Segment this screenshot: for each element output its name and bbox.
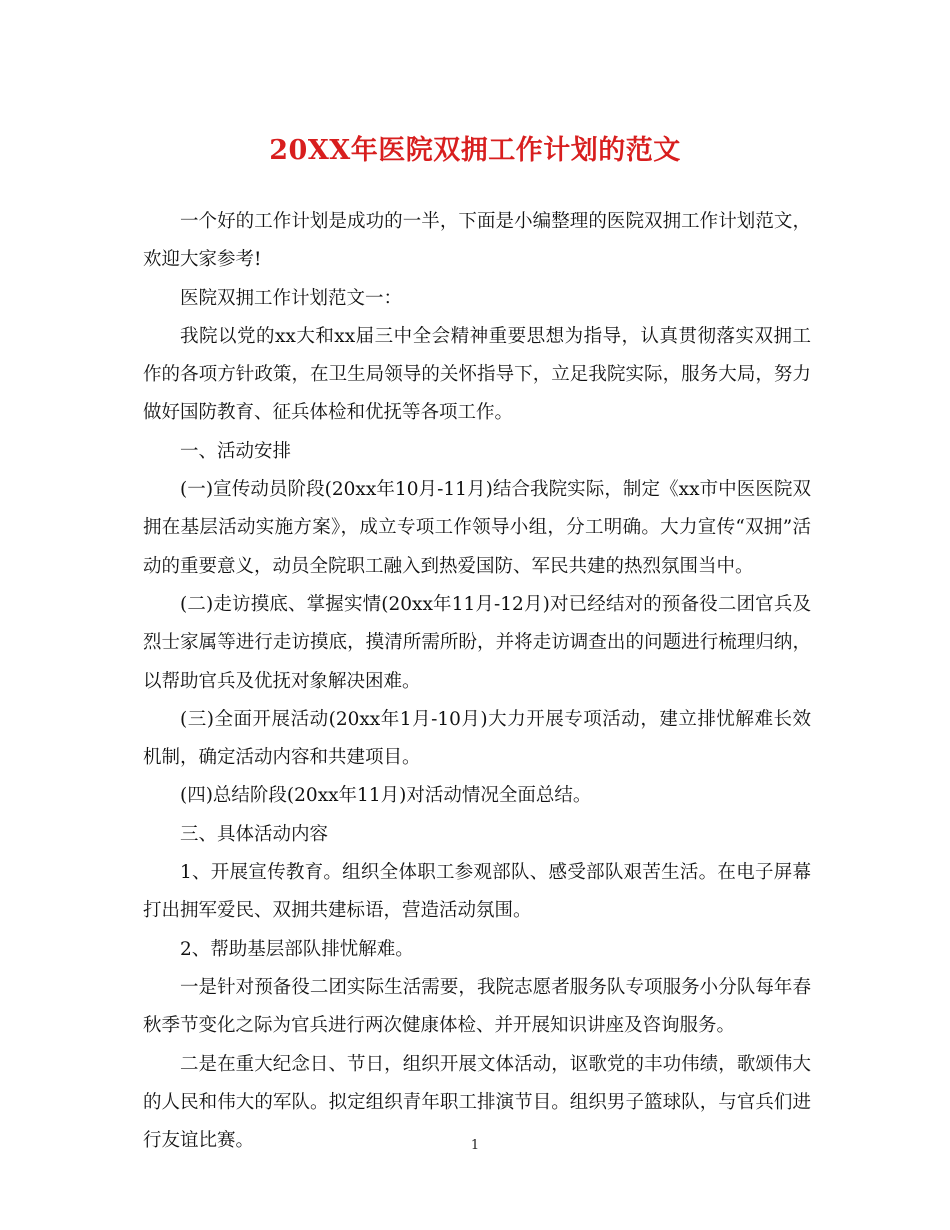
paragraph-intro: 一个好的工作计划是成功的一半，下面是小编整理的医院双拥工作计划范文，欢迎大家参考! [143, 211, 811, 271]
paragraph-item-1: 1、开展宣传教育。组织全体职工参观部队、感受部队艰苦生活。在电子屏幕打出拥军爱民、双拥共建标语，营造活动氛围。 [143, 862, 811, 922]
paragraph-stage-2: (二)走访摸底、掌握实情(20xx年11月-12月)对已经结对的预备役二团官兵及烈士家属等进行走访摸底，摸清所需所盼，并将走访调查出的问题进行梳理归纳，以帮助官兵及优抚对象解决困难。 [143, 593, 811, 692]
paragraph-stage-1: (一)宣传动员阶段(20xx年10月-11月)结合我院实际，制定《xx市中医医院双拥在基层活动实施方案》，成立专项工作领导小组，分工明确。大力宣传“双拥”活动的重要意义，动员全院职工融入到热爱国防、军民共建的热烈氛围当中。 [143, 479, 811, 577]
paragraph-item-2-first: 一是针对预备役二团实际生活需要，我院志愿者服务队专项服务小分队每年春秋季节变化之际为官兵进行两次健康体检、并开展知识讲座及咨询服务。 [143, 976, 811, 1037]
document-body [143, 203, 811, 1160]
paragraph-sample-heading: 医院双拥工作计划范文一： [180, 287, 403, 309]
section-heading-activity-arrangement: 一、活动安排 [180, 440, 292, 462]
paragraph-guiding-principle: 我院以党的xx大和xx届三中全会精神重要思想为指导，认真贯彻落实双拥工作的各项方针政策，在卫生局领导的关怀指导下，立足我院实际，服务大局，努力做好国防教育、征兵体检和优抚等各项工作。 [143, 325, 811, 424]
section-heading-activity-content: 三、具体活动内容 [180, 823, 329, 845]
paragraph-item-2-second: 二是在重大纪念日、节日，组织开展文体活动，讴歌党的丰功伟绩，歌颂伟大的人民和伟大的军队。拟定组织青年职工排演节目。组织男子篮球队，与官兵们进行友谊比赛。 [143, 1053, 811, 1152]
document-title: 20XX年医院双拥工作计划的范文 [269, 135, 681, 166]
paragraph-stage-4: (四)总结阶段(20xx年11月)对活动情况全面总结。 [180, 785, 592, 807]
page-number: 1 [470, 1138, 480, 1153]
paragraph-stage-3: (三)全面开展活动(20xx年1月-10月)大力开展专项活动，建立排忧解难长效机制，确定活动内容和共建项目。 [143, 708, 811, 769]
paragraph-item-2: 2、帮助基层部队排忧解难。 [180, 938, 414, 960]
